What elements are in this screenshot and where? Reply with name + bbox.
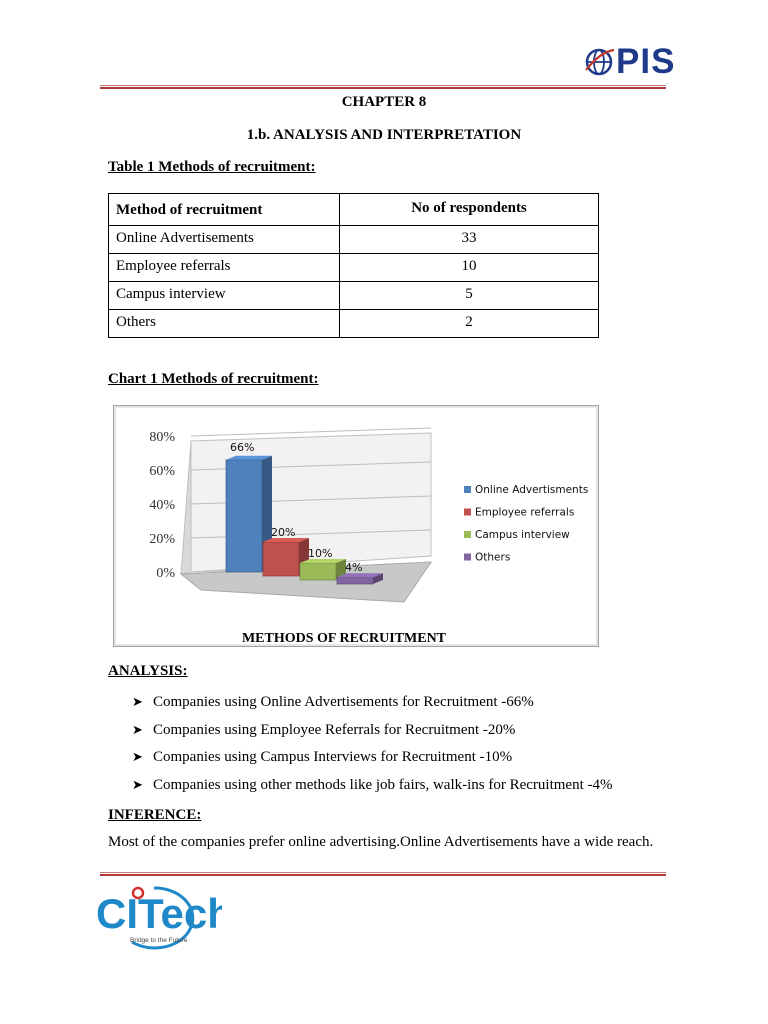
chart-title: METHODS OF RECRUITMENT — [241, 631, 447, 646]
list-item — [132, 694, 613, 722]
pis-logo-text: PIS — [616, 42, 676, 81]
arrow-bullet-icon: ➤ — [132, 695, 143, 710]
data-label: 10% — [308, 547, 333, 560]
y-tick-label: 40% — [149, 498, 175, 513]
list-item — [132, 722, 613, 750]
analysis-heading: ANALYSIS: — [108, 663, 188, 679]
legend-label: Employee referrals — [475, 506, 575, 519]
y-tick-label: 0% — [156, 566, 175, 581]
legend-label: Campus interview — [475, 529, 570, 541]
citech-logo-svg — [92, 880, 222, 950]
list-item — [132, 749, 613, 777]
arrow-bullet-icon: ➤ — [132, 722, 143, 738]
analysis-list — [132, 694, 613, 804]
table-header-row — [109, 194, 599, 226]
citech-logo-text: CITech — [96, 890, 222, 937]
table-row — [109, 282, 599, 310]
table-row — [109, 226, 599, 254]
header-rule — [100, 85, 666, 89]
data-label: 66% — [230, 440, 255, 454]
bar-front — [300, 563, 336, 580]
bar — [337, 573, 383, 584]
cell-count: 2 — [340, 310, 599, 338]
y-tick-label: 60% — [149, 464, 175, 479]
legend-swatch — [464, 509, 471, 516]
analysis-text: Companies using Employee Referrals for Recruitment -20% — [153, 721, 516, 738]
recruitment-table — [108, 193, 599, 338]
bar-front — [337, 577, 373, 584]
cell-count: 10 — [340, 254, 599, 282]
y-tick-label: 20% — [149, 532, 175, 547]
cell-method: Others — [109, 310, 340, 338]
analysis-text: Companies using other methods like job fairs, walk-ins for Recruitment -4% — [153, 776, 613, 793]
section-title: 1.b. ANALYSIS AND INTERPRETATION — [246, 127, 522, 143]
cell-method: Employee referrals — [109, 254, 340, 282]
y-tick-label: 80% — [149, 430, 175, 445]
cell-method: Campus interview — [109, 282, 340, 310]
bar-chart — [113, 405, 599, 647]
bar-front — [263, 542, 299, 576]
table-row — [109, 254, 599, 282]
data-label: 4% — [345, 561, 363, 575]
inference-text: Most of the companies prefer online advertising.Online Advertisements have a wide reach. — [108, 834, 654, 850]
chart-side-wall — [181, 441, 191, 574]
legend-swatch — [464, 486, 471, 493]
chart-svg — [114, 406, 600, 648]
bar-front — [226, 460, 262, 572]
header-method: Method of recruitment — [109, 194, 340, 226]
chart-caption: Chart 1 Methods of recruitment: — [108, 371, 319, 387]
table-caption: Table 1 Methods of recruitment: — [108, 159, 316, 175]
citech-tagline: Bridge to the Future — [130, 937, 188, 944]
header-respondents: No of respondents — [340, 194, 599, 226]
citech-logo — [92, 880, 222, 950]
arrow-bullet-icon: ➤ — [132, 777, 143, 793]
footer-rule — [100, 872, 666, 876]
cell-count: 33 — [340, 226, 599, 254]
legend-label: Online Advertisments — [475, 484, 589, 496]
cell-count: 5 — [340, 282, 599, 310]
inference-heading: INFERENCE: — [108, 807, 202, 823]
cell-method: Online Advertisements — [109, 226, 340, 254]
data-label: 20% — [271, 526, 296, 539]
table-row — [109, 310, 599, 338]
arrow-bullet-icon: ➤ — [132, 750, 143, 765]
legend-swatch — [464, 554, 471, 561]
analysis-text: Companies using Campus Interviews for Recruitment -10% — [153, 749, 513, 765]
globe-icon — [584, 44, 616, 80]
legend-swatch — [464, 531, 471, 538]
chapter-title: CHAPTER 8 — [341, 94, 427, 110]
legend-label: Others — [475, 551, 511, 564]
pis-logo — [584, 44, 684, 84]
list-item — [132, 777, 613, 805]
analysis-text: Companies using Online Advertisements for Recruitment -66% — [153, 694, 534, 710]
